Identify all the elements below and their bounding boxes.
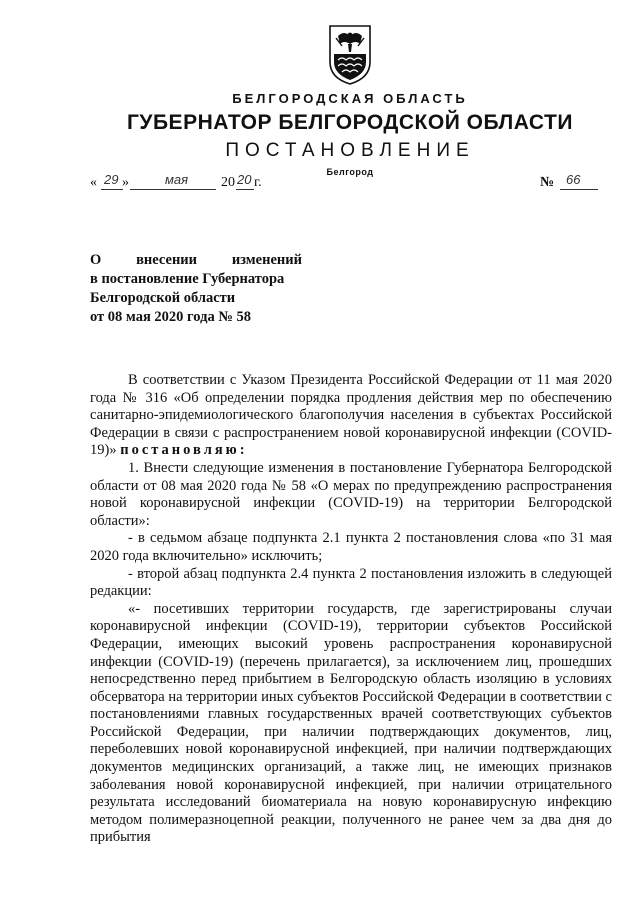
decree-body bbox=[90, 372, 612, 847]
number-label: № bbox=[540, 175, 555, 190]
decree-number: 66 bbox=[566, 172, 581, 187]
item-1-sub-1-paragraph: - в седьмом абзаце подпункта 2.1 пункта 2 постановления слова «по 31 мая 2020 года включительно» исключить; bbox=[90, 530, 612, 564]
city-label: Белгород bbox=[326, 167, 374, 177]
item-1-paragraph: 1. Внести следующие изменения в постановление Губернатора Белгородской области от 08 мая 2020 года № 58 «О мерах по предупреждению распространения новой коронавирусной инфекции (COVID-19) на территории Белгородской области»: bbox=[90, 459, 612, 529]
preamble-text: В соответствии с Указом Президента Российской Федерации от 11 мая 2020 года № 316 «Об определении порядка продления действия мер по обеспечению санитарно-эпидемиологического благополучия населения в субъектах Российской Федерации в связи с распространением новой коронавирусной инфекции (COVID-19)» bbox=[90, 372, 612, 459]
subject-line-1 bbox=[90, 251, 302, 270]
date-year-abbr: г. bbox=[254, 175, 262, 190]
subject-line-2: в постановление Губернатора bbox=[90, 271, 285, 287]
decree-keyword: постановляю: bbox=[120, 442, 248, 459]
date-day: 29 bbox=[104, 172, 119, 187]
date-open-quote: « bbox=[90, 175, 97, 190]
date-month: мая bbox=[165, 172, 189, 187]
date-day-underline bbox=[101, 189, 123, 190]
date-year-underline bbox=[236, 189, 254, 190]
new-wording-paragraph: «- посетивших территории государств, где зарегистрированы случаи коронавирусной инфекции (COVID-19), территории субъектов Российской Федерации, имеющих высокий уровень распространения коронавирусной инфекции (COVID-19) (перечень прилагается), за исключением лиц, прошедших непосредственно перед прибытием в Белгородскую область изоляцию в условиях обсерватора на территории иных субъектов Российской Федерации в соответствии с постановлениями главных государственных врачей соответствующих субъектов Российской Федерации, при наличии подтверждающих документов, лиц, переболевших новой коронавирусной инфекцией, при наличии подтверждающих документов медицинских организаций, а также лиц, не имеющих признаков заболевания новой коронавирусной инфекцией, при наличии отрицательного результата исследований биоматериала на новую коронавирусную инфекцию методом полимеразноцепной реакции, полученного не ранее чем за два дня до прибытия bbox=[90, 600, 612, 846]
number-underline bbox=[560, 189, 598, 190]
date-close-quote: » bbox=[122, 175, 129, 190]
decree-subject bbox=[90, 251, 302, 327]
region-title: БЕЛГОРОДСКАЯ ОБЛАСТЬ bbox=[232, 91, 468, 106]
subject-word-3: изменений bbox=[231, 252, 302, 268]
authority-title: ГУБЕРНАТОР БЕЛГОРОДСКОЙ ОБЛАСТИ bbox=[127, 111, 573, 134]
coat-of-arms-icon bbox=[326, 24, 374, 86]
date-year-suffix: 20 bbox=[237, 172, 252, 187]
preamble-paragraph bbox=[90, 372, 612, 460]
date-month-underline bbox=[130, 189, 216, 190]
date-year-prefix: 20 bbox=[221, 175, 235, 190]
subject-line-3: Белгородской области bbox=[90, 290, 236, 306]
document-type: ПОСТАНОВЛЕНИЕ bbox=[225, 140, 475, 161]
subject-line-4: от 08 мая 2020 года № 58 bbox=[90, 309, 252, 325]
item-1-sub-2-paragraph: - второй абзац подпункта 2.4 пункта 2 постановления изложить в следующей редакции: bbox=[90, 565, 612, 600]
subject-word-1: О bbox=[90, 252, 102, 268]
subject-word-2: внесении bbox=[136, 252, 198, 268]
